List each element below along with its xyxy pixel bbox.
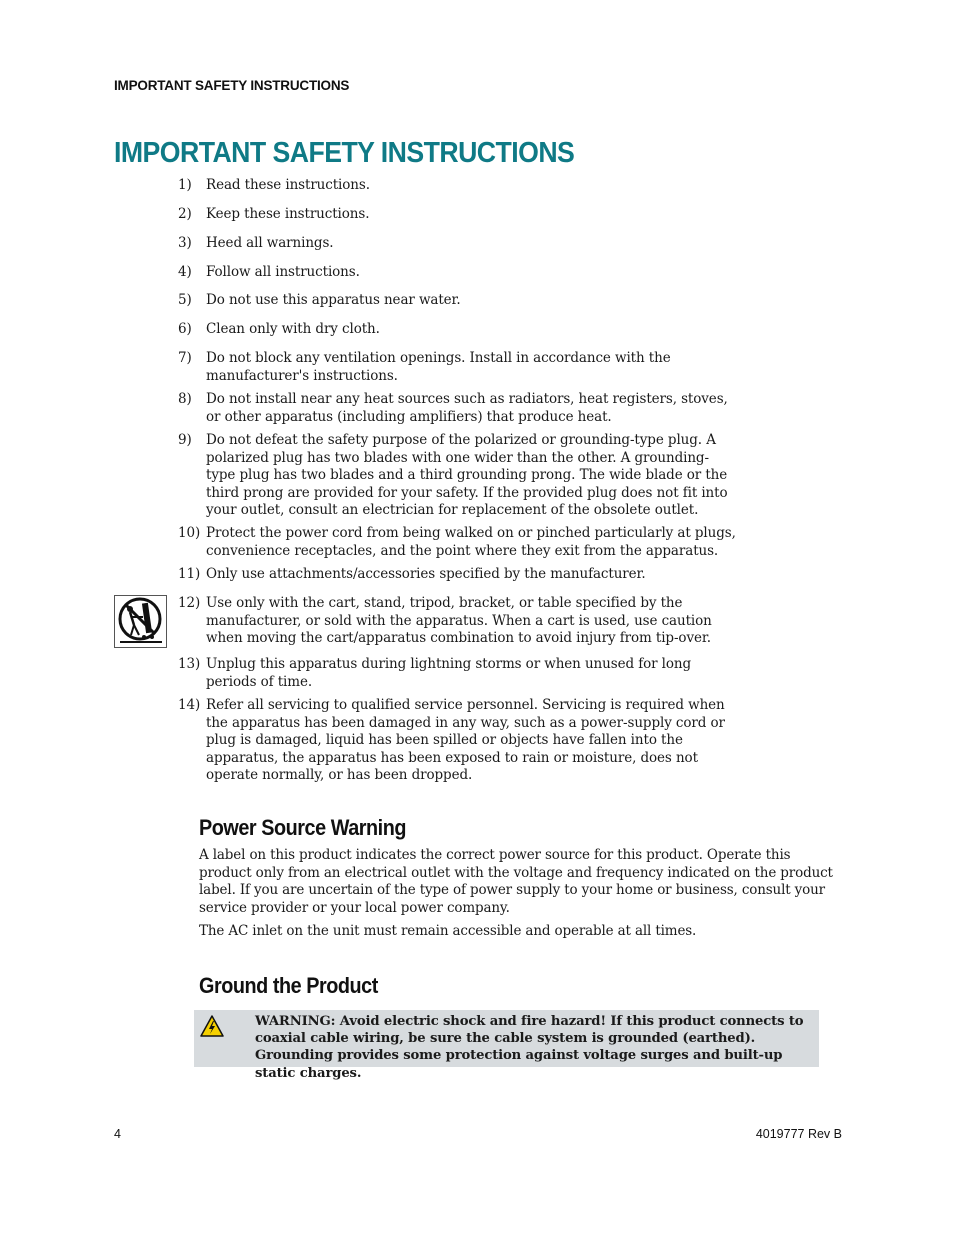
item-number: 7) — [178, 350, 192, 366]
item-number: 11) — [178, 566, 201, 582]
item-number: 6) — [178, 321, 192, 337]
list-item — [178, 595, 738, 648]
page-number: 4 — [114, 1127, 121, 1141]
item-number: 10) — [178, 525, 201, 541]
item-number: 5) — [178, 292, 192, 308]
document-id: 4019777 Rev B — [755, 1127, 842, 1141]
item-number: 8) — [178, 391, 192, 407]
item-text: Clean only with dry cloth. — [206, 321, 380, 337]
item-text: Follow all instructions. — [206, 264, 360, 280]
list-item — [178, 177, 738, 195]
item-number: 14) — [178, 697, 201, 713]
item-number: 1) — [178, 177, 192, 193]
ground-product-heading: Ground the Product — [199, 973, 378, 998]
item-text: Do not use this apparatus near water. — [206, 292, 461, 308]
ac-inlet-paragraph: The AC inlet on the unit must remain accessible and operable at all times. — [199, 923, 697, 939]
item-text: Refer all servicing to qualified service personnel. Servicing is required when the apparatus has been damaged in any way, such as a power-supply cord or plug is damaged, liquid has been spilled or objects have fallen into the apparatus, the apparatus has been exposed to rain or moisture, does not operate normally, or has been dropped. — [206, 697, 725, 783]
item-number: 13) — [178, 656, 201, 672]
warning-lightning-icon — [200, 1015, 224, 1037]
item-text: Protect the power cord from being walked on or pinched particularly at plugs, convenience receptacles, and the point where they exit from the apparatus. — [206, 525, 736, 559]
list-item — [178, 292, 738, 310]
list-item — [178, 350, 738, 385]
list-item — [178, 264, 738, 282]
item-text: Do not defeat the safety purpose of the polarized or grounding-type plug. A polarized plug has two blades with one wider than the other. A grounding-type plug has two blades and a third grounding prong. The wide blade or the third prong are provided for your safety. If the provided plug does not fit into your outlet, consult an electrician for replacement of the obsolete outlet. — [206, 432, 728, 518]
page-title: IMPORTANT SAFETY INSTRUCTIONS — [114, 137, 575, 169]
running-header: IMPORTANT SAFETY INSTRUCTIONS — [114, 78, 350, 93]
list-item — [178, 697, 738, 785]
list-item — [178, 432, 738, 520]
item-text: Unplug this apparatus during lightning storms or when unused for long periods of time. — [206, 656, 692, 690]
item-text: Heed all warnings. — [206, 235, 334, 251]
item-text: Do not install near any heat sources such as radiators, heat registers, stoves, or other apparatus (including amplifiers) that produce heat. — [206, 391, 728, 425]
list-item — [178, 235, 738, 253]
cart-tip-over-icon — [114, 595, 167, 648]
item-number: 3) — [178, 235, 192, 251]
list-item — [178, 566, 738, 584]
list-item — [178, 656, 738, 691]
item-number: 4) — [178, 264, 192, 280]
item-text: Keep these instructions. — [206, 206, 370, 222]
list-item — [178, 391, 738, 426]
warning-box — [194, 1010, 819, 1081]
power-source-heading: Power Source Warning — [199, 815, 407, 840]
item-text: Use only with the cart, stand, tripod, bracket, or table specified by the manufacturer, or sold with the apparatus. When a cart is used, use caution when moving the cart/apparatus combination to avoid injury from tip-over. — [206, 595, 712, 646]
item-number: 9) — [178, 432, 192, 448]
list-item — [178, 525, 738, 560]
item-text: Only use attachments/accessories specified by the manufacturer. — [206, 566, 646, 582]
item-number: 12) — [178, 595, 201, 611]
list-item — [178, 206, 738, 224]
power-source-paragraph: A label on this product indicates the correct power source for this product. Operate this product only from an electrical outlet with the voltage and frequency indicated on the product label. If you are uncertain of the type of power supply to your home or business, consult your service provider or your local power company. — [199, 847, 833, 916]
warning-text: WARNING: Avoid electric shock and fire hazard! If this product connects to coaxial cable wiring, be sure the cable system is grounded (earthed). Grounding provides some protection against voltage surges and built-up static charges. — [255, 1014, 804, 1081]
item-number: 2) — [178, 206, 192, 222]
item-text: Read these instructions. — [206, 177, 370, 193]
item-text: Do not block any ventilation openings. Install in accordance with the manufacturer's instructions. — [206, 350, 671, 384]
list-item — [178, 321, 738, 339]
